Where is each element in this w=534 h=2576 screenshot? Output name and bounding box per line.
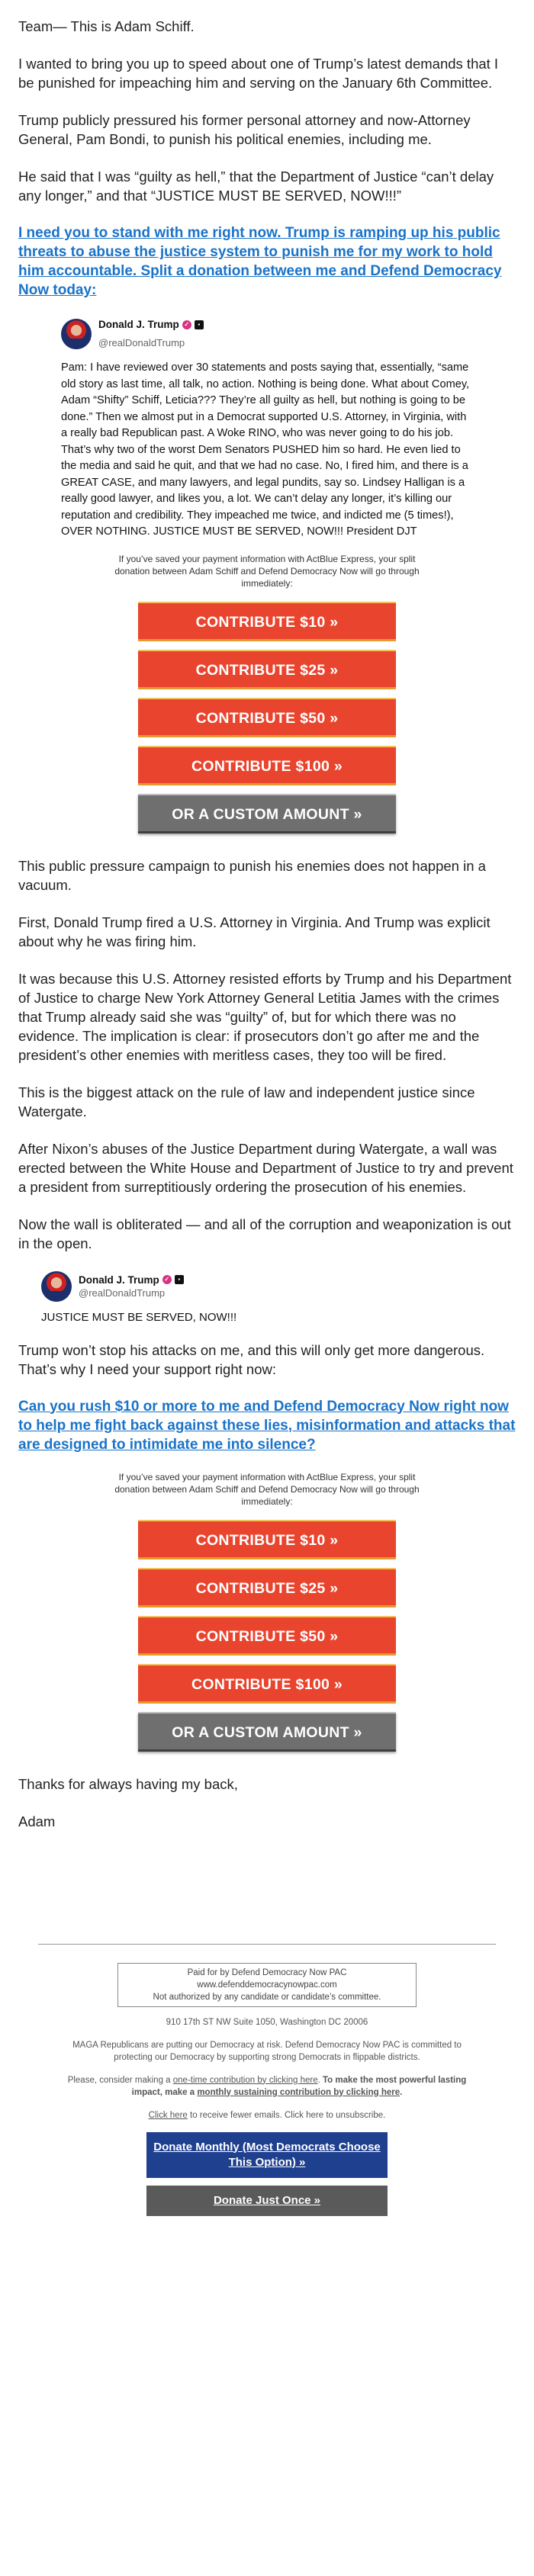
paragraph-resisted: It was because this U.S. Attorney resisted efforts by Trump and his Department of Justice to charge New York Attorney General Letitia James with the crimes that Trump already said she was “guilty” of, but for which there was no evidence. The implication is clear: if prosecutors don’t go after me and the president’s other enemies with meritless cases, they too will be fired.: [18, 970, 512, 1063]
avatar: [41, 1271, 72, 1302]
donation-buttons: [138, 602, 396, 834]
custom-amount-button[interactable]: OR A CUSTOM AMOUNT »: [138, 1712, 396, 1752]
mission-statement: MAGA Republicans are putting our Democracy at risk. Defend Democracy Now PAC is committed to protecting our Democracy by supporting strong Democrats in flippable districts.: [72, 2040, 462, 2062]
donate-cta-link-1[interactable]: I need you to stand with me right now. Trump is ramping up his public threats to abuse the justice system to punish me for my work to hold him accountable. Split a donation between me and Defend Democracy Now today:: [18, 225, 502, 298]
paragraph-fired: First, Donald Trump fired a U.S. Attorney in Virginia. And Trump was explicit about why he was firing him.: [18, 914, 491, 949]
avatar: [61, 319, 92, 349]
contribution-options: Please, consider making a one-time contribution by clicking here. To make the most powerful lasting impact, make a monthly sustaining contribution by clicking here.: [67, 2075, 467, 2097]
contribute-10-button[interactable]: CONTRIBUTE $10 »: [138, 602, 396, 641]
donation-buttons: [138, 1520, 396, 1752]
paragraph-watergate: This is the biggest attack on the rule of law and independent justice since Watergate.: [18, 1084, 475, 1119]
government-badge-icon: ▪: [175, 1275, 184, 1284]
contribute-50-button[interactable]: CONTRIBUTE $50 »: [138, 698, 396, 737]
post-author-handle: @realDonaldTrump: [79, 1286, 166, 1299]
post-author-handle: @realDonaldTrump: [98, 336, 185, 348]
paragraph-intro: I wanted to bring you up to speed about one of Trump’s latest demands that I be punished for impeaching him and serving on the January 6th Committee.: [18, 56, 499, 91]
government-badge-icon: ▪: [195, 320, 204, 329]
embedded-post-1: [61, 316, 473, 541]
email-preferences: Click here to receive fewer emails. Click here to unsubscribe.: [148, 2110, 386, 2120]
actblue-note: If you’ve saved your payment information with ActBlue Express, your split donation between Adam Schiff and Defend Democracy Now will go through immediately:: [114, 553, 420, 589]
actblue-note: If you’ve saved your payment information with ActBlue Express, your split donation between Adam Schiff and Defend Democracy Now will go through immediately:: [114, 1471, 420, 1507]
post-header: [41, 1271, 516, 1302]
verified-badge-icon: ✓: [162, 1275, 172, 1284]
contribute-25-button[interactable]: CONTRIBUTE $25 »: [138, 650, 396, 689]
contribute-100-button[interactable]: CONTRIBUTE $100 »: [138, 1664, 396, 1704]
post-header: [61, 316, 473, 351]
paragraph-quote: He said that I was “guilty as hell,” that the Department of Justice “can’t delay any longer,” and that “JUSTICE MUST BE SERVED, NOW!!!”: [18, 169, 494, 204]
paragraph-wall: Now the wall is obliterated — and all of the corruption and weaponization is out in the open.: [18, 1216, 511, 1251]
website-line: www.defenddemocracynowpac.com: [197, 1980, 337, 1990]
greeting: Team— This is Adam Schiff.: [18, 18, 195, 34]
contribute-25-button[interactable]: CONTRIBUTE $25 »: [138, 1568, 396, 1608]
footer: [18, 1944, 516, 2216]
paragraph-support: Trump won’t stop his attacks on me, and this will only get more dangerous. That’s why I need your support right now:: [18, 1341, 485, 1377]
one-time-contribution-link[interactable]: one-time contribution by clicking here: [172, 2075, 318, 2085]
paid-for-box: [117, 1963, 417, 2007]
verified-badge-icon: ✓: [182, 320, 191, 329]
email-body: [18, 0, 516, 2216]
paragraph-nixon: After Nixon’s abuses of the Justice Department during Watergate, a wall was erected between the White House and Department of Justice to try and prevent a president from surreptitiously ordering the prosecution of his enemies.: [18, 1140, 513, 1195]
donate-cta-link-2[interactable]: Can you rush $10 or more to me and Defend Democracy Now right now to help me fight back against these lies, misinformation and attacks that are designed to intimidate me into silence?: [18, 1398, 516, 1453]
footer-divider: [38, 1944, 496, 1945]
mailing-address: 910 17th ST NW Suite 1050, Washington DC 20006: [166, 2017, 368, 2027]
donate-once-button[interactable]: Donate Just Once »: [146, 2186, 388, 2216]
contribute-100-button[interactable]: CONTRIBUTE $100 »: [138, 746, 396, 785]
signoff: Thanks for always having my back,: [18, 1775, 238, 1792]
signature: Adam: [18, 1813, 56, 1829]
paragraph-pressure: Trump publicly pressured his former personal attorney and now-Attorney General, Pam Bondi, to punish his political enemies, including me.: [18, 112, 471, 147]
post-text: JUSTICE MUST BE SERVED, NOW!!!: [41, 1310, 237, 1324]
donate-monthly-button[interactable]: Donate Monthly (Most Democrats Choose This Option) »: [146, 2132, 388, 2178]
monthly-contribution-link[interactable]: monthly sustaining contribution by clicking here: [197, 2087, 400, 2097]
disclaimer-line: Not authorized by any candidate or candidate’s committee.: [153, 1992, 381, 2002]
post-author-name: Donald J. Trump: [79, 1274, 159, 1286]
paragraph-vacuum: This public pressure campaign to punish his enemies does not happen in a vacuum.: [18, 857, 486, 893]
custom-amount-button[interactable]: OR A CUSTOM AMOUNT »: [138, 794, 396, 834]
post-text: Pam: I have reviewed over 30 statements and posts saying that, essentially, “same old story as last time, all talk, no action. Nothing is being done. What about Comey, Adam “Shifty” Schiff, Leticia??? They’re all guilty as hell, but nothing is going to be done.” Then we almost put in a Democrat supported U.S. Attorney, in Virginia, with a really bad Republican past. A Woke RINO, who was never going to do his job. That’s why two of the worst Dem Senators PUSHED him so hard. He even lied to the media and said he quit, and that we had no case. No, I fired him, and there is a GREAT CASE, and many lawyers, and legal pundits, say so. Lindsey Halligan is a really good lawyer, and likes you, a lot. We can’t delay any longer, it’s killing our reputation and credibility. They impeached me twice, and indicted me (5 times!), OVER NOTHING. JUSTICE MUST BE SERVED, NOW!!! President DJT: [61, 361, 470, 538]
embedded-post-2: [41, 1271, 516, 1324]
contribute-50-button[interactable]: CONTRIBUTE $50 »: [138, 1616, 396, 1656]
fewer-emails-link[interactable]: Click here: [148, 2110, 188, 2120]
post-author-name: Donald J. Trump: [98, 319, 179, 330]
contribute-10-button[interactable]: CONTRIBUTE $10 »: [138, 1520, 396, 1559]
paid-for-line: Paid for by Defend Democracy Now PAC: [187, 1967, 347, 1977]
